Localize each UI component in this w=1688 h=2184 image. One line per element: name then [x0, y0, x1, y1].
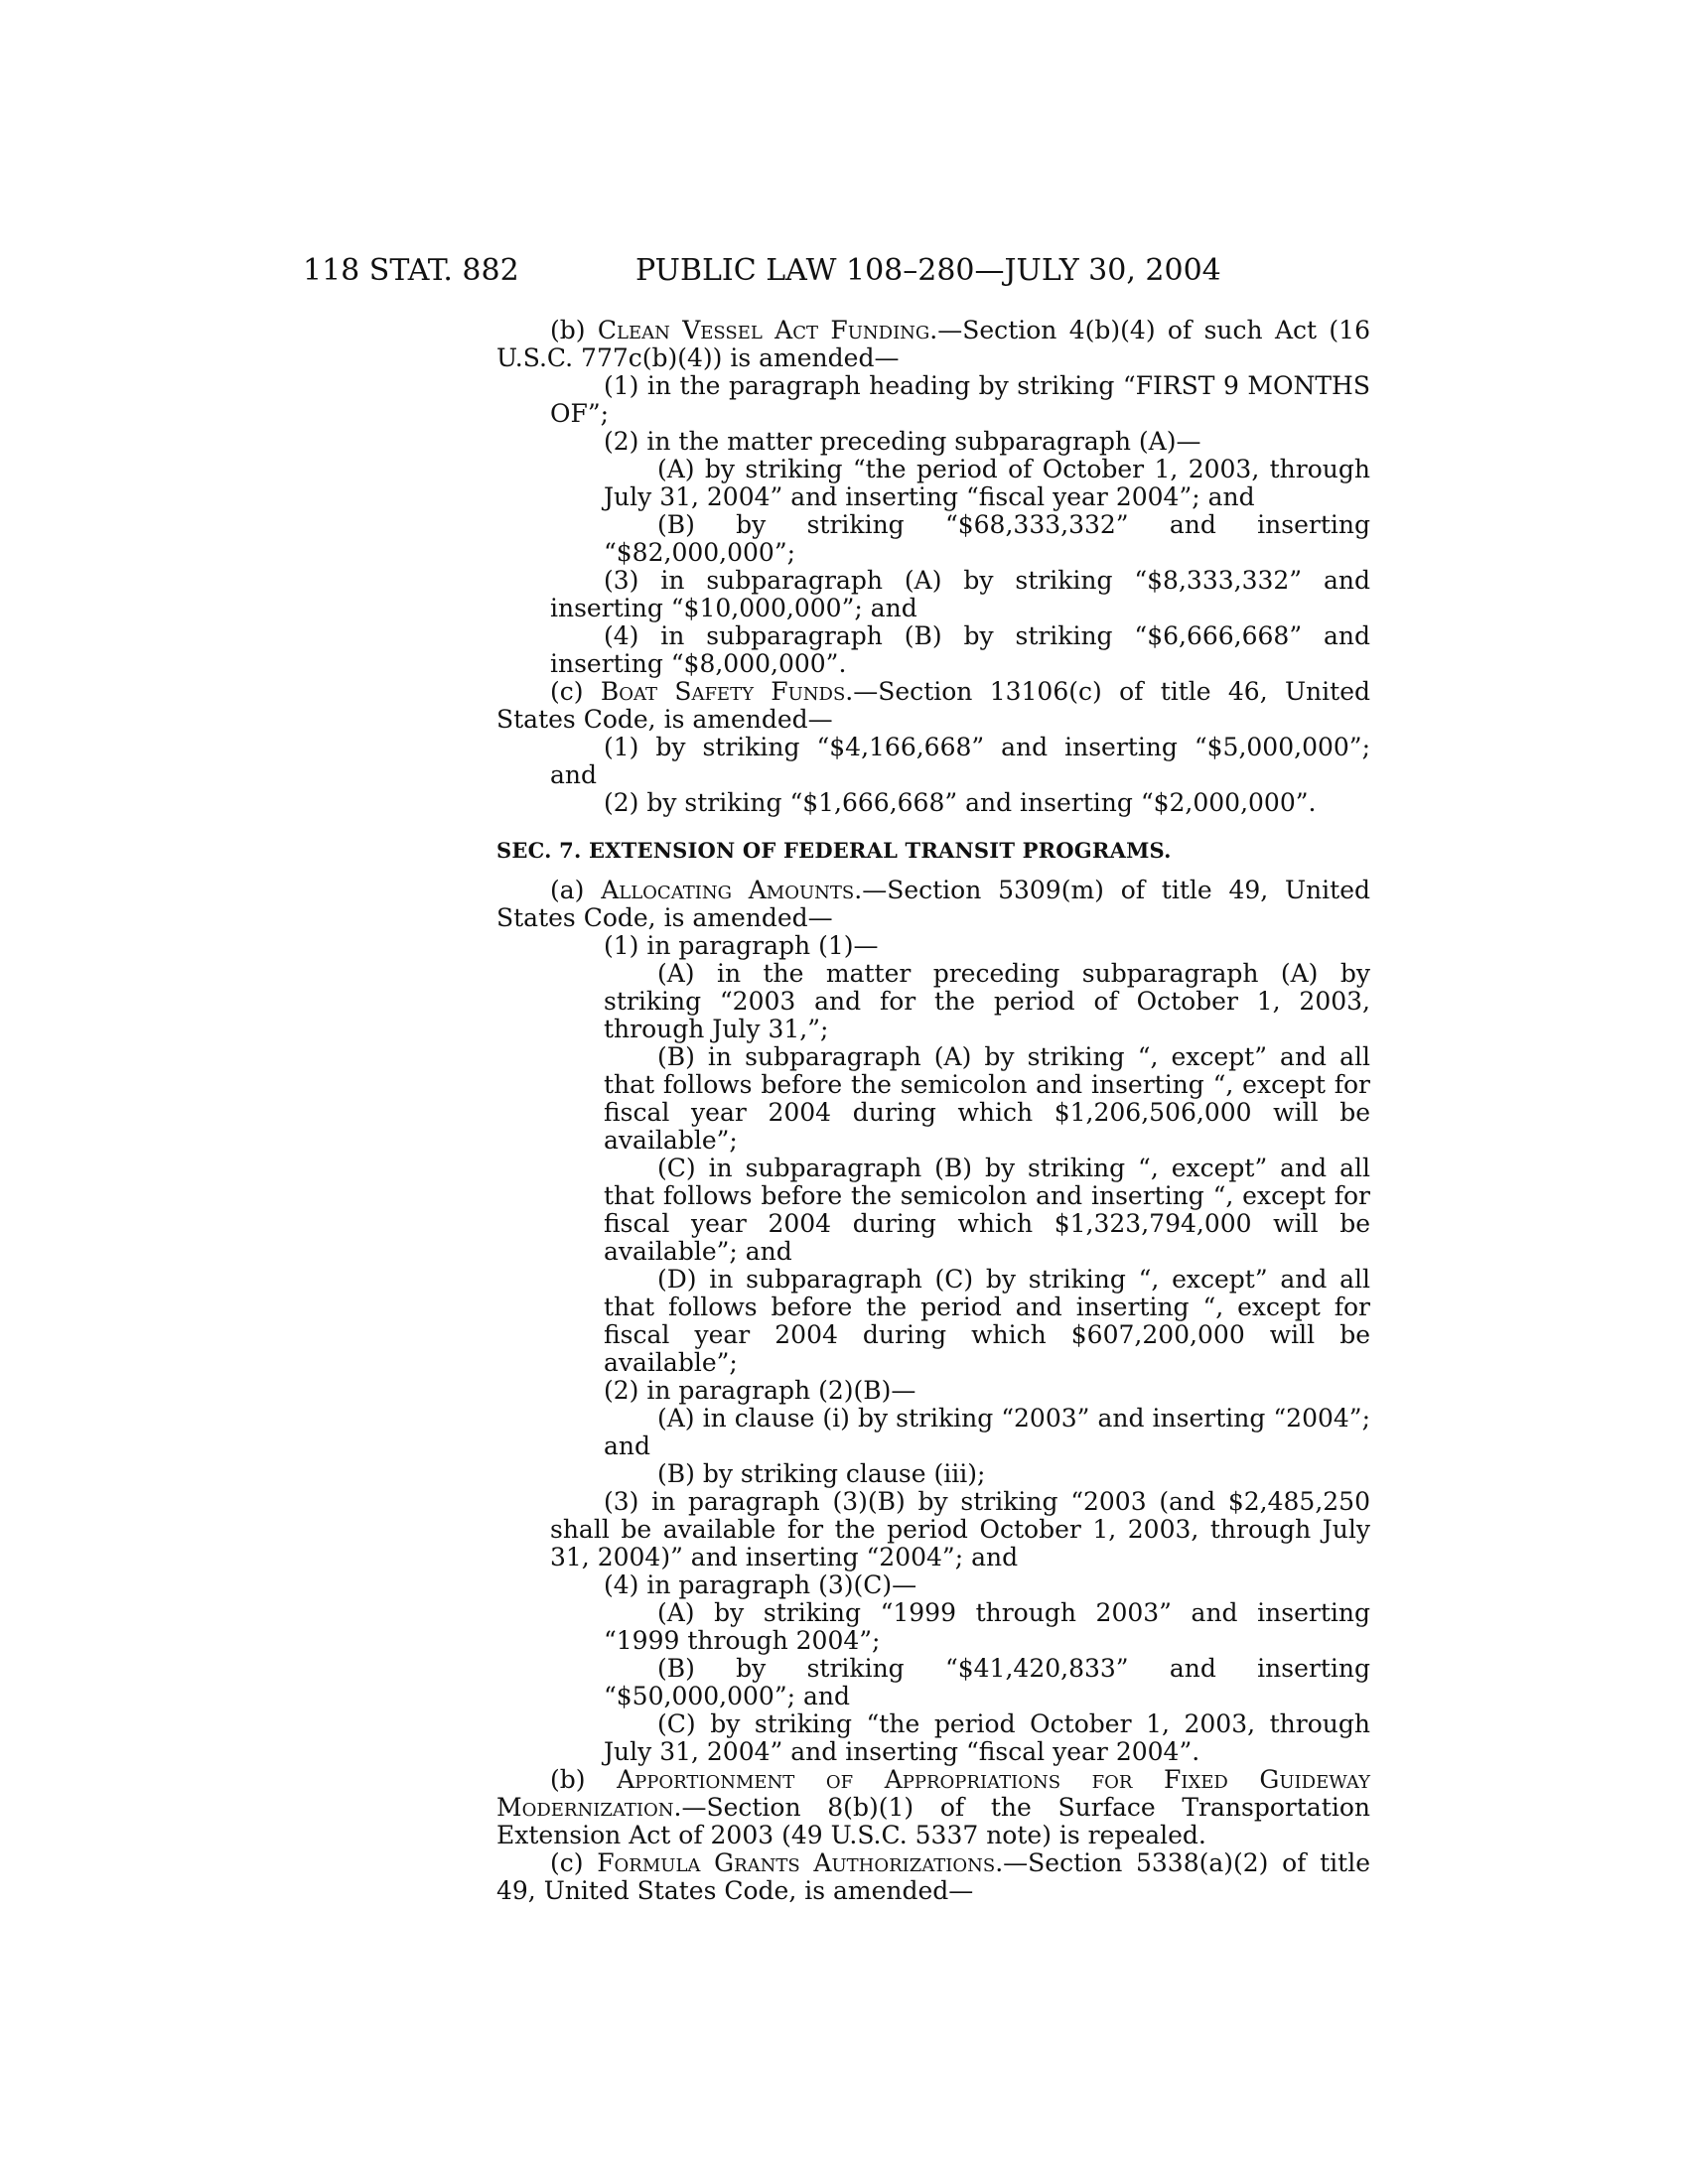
subsection-text: —Section 4(b)(4) of such Act (16 U.S.C. 777c(b)(4)) is amended— [496, 316, 1370, 372]
paragraph-a1: (1) in paragraph (1)— [604, 931, 879, 960]
subparagraph-a1C: (C) in subparagraph (B) by striking “, except” and all that follows before the semicolon and inserting “, except for fiscal year 2004 during which $1,323,794,000 will be available”; and [604, 1154, 1370, 1266]
subsection-a-allocating [496, 877, 1370, 932]
subsection-heading: Apportionment of Appropriations for Fixed Guideway Modernization. [496, 1765, 1370, 1822]
paragraph-b2: (2) in the matter preceding subparagraph (A)— [604, 427, 1201, 456]
section-heading: SEC. 7. EXTENSION OF FEDERAL TRANSIT PROGRAMS. [496, 838, 1172, 863]
subparagraph-a1B: (B) in subparagraph (A) by striking “, except” and all that follows before the semicolon and inserting “, except for fiscal year 2004 during which $1,206,506,000 will be available”; [604, 1042, 1370, 1155]
subparagraph-a1D: (D) in subparagraph (C) by striking “, except” and all that follows before the period and inserting “, except for fiscal year 2004 during which $607,200,000 will be available”; [604, 1265, 1370, 1377]
subsection-label: (b) [550, 1765, 618, 1794]
subsection-label: (a) [550, 876, 602, 904]
subsection-text: —Section 13106(c) of title 46, United States Code, is amended— [496, 677, 1370, 734]
paragraph-c1: (1) by striking “$4,166,668” and inserting “$5,000,000”; and [550, 733, 1370, 789]
subparagraph-a1A: (A) in the matter preceding subparagraph (A) by striking “2003 and for the period of October 1, 2003, through July 31,”; [604, 959, 1370, 1043]
running-head: PUBLIC LAW 108–280—JULY 30, 2004 [635, 253, 1221, 288]
paragraph-a2: (2) in paragraph (2)(B)— [604, 1376, 916, 1405]
subsection-heading: Boat Safety Funds. [600, 677, 854, 706]
document-body [496, 317, 1370, 1905]
subsection-c-formula [496, 1849, 1370, 1905]
subparagraph-a2A: (A) in clause (i) by striking “2003” and inserting “2004”; and [604, 1404, 1370, 1460]
subsection-label: (b) [550, 316, 598, 344]
subsection-label: (c) [550, 1848, 598, 1877]
subsection-text: —Section 5338(a)(2) of title 49, United States Code, is amended— [496, 1848, 1370, 1905]
subparagraph-a2B: (B) by striking clause (iii); [657, 1459, 986, 1488]
subsection-text: —Section 5309(m) of title 49, United States Code, is amended— [496, 876, 1371, 932]
paragraph-c2: (2) by striking “$1,666,668” and inserting “$2,000,000”. [604, 788, 1317, 817]
paragraph-b3: (3) in subparagraph (A) by striking “$8,333,332” and inserting “$10,000,000”; and [550, 566, 1370, 622]
statute-page-number: 118 STAT. 882 [303, 253, 519, 288]
paragraph-a4: (4) in paragraph (3)(C)— [604, 1570, 917, 1599]
paragraph-b1: (1) in the paragraph heading by striking “FIRST 9 MONTHS OF”; [550, 371, 1370, 428]
paragraph-a3: (3) in paragraph (3)(B) by striking “2003 (and $2,485,250 shall be available for the period October 1, 2003, through July 31, 2004)” and inserting “2004”; and [550, 1487, 1370, 1571]
subsection-c-boat-safety [496, 678, 1370, 734]
paragraph-b4: (4) in subparagraph (B) by striking “$6,666,668” and inserting “$8,000,000”. [550, 621, 1370, 678]
page-header [303, 251, 1231, 291]
subparagraph-b2A: (A) by striking “the period of October 1, 2003, through July 31, 2004” and inserting “fiscal year 2004”; and [604, 455, 1370, 511]
subsection-heading: Allocating Amounts. [601, 876, 863, 904]
subsection-heading: Clean Vessel Act Funding. [597, 316, 938, 344]
subparagraph-a4B: (B) by striking “$41,420,833” and inserting “$50,000,000”; and [604, 1654, 1370, 1710]
subsection-b-clean-vessel [496, 317, 1370, 372]
subparagraph-a4A: (A) by striking “1999 through 2003” and inserting “1999 through 2004”; [604, 1598, 1370, 1655]
subsection-label: (c) [550, 677, 601, 706]
subparagraph-a4C: (C) by striking “the period October 1, 2003, through July 31, 2004” and inserting “fiscal year 2004”. [604, 1709, 1370, 1766]
subsection-b-apportionment [496, 1766, 1370, 1849]
subsection-heading: Formula Grants Authorizations. [597, 1848, 1004, 1877]
subsection-text: —Section 8(b)(1) of the Surface Transportation Extension Act of 2003 (49 U.S.C. 5337 note) is repealed. [496, 1793, 1370, 1849]
subparagraph-b2B: (B) by striking “$68,333,332” and inserting “$82,000,000”; [604, 510, 1370, 567]
